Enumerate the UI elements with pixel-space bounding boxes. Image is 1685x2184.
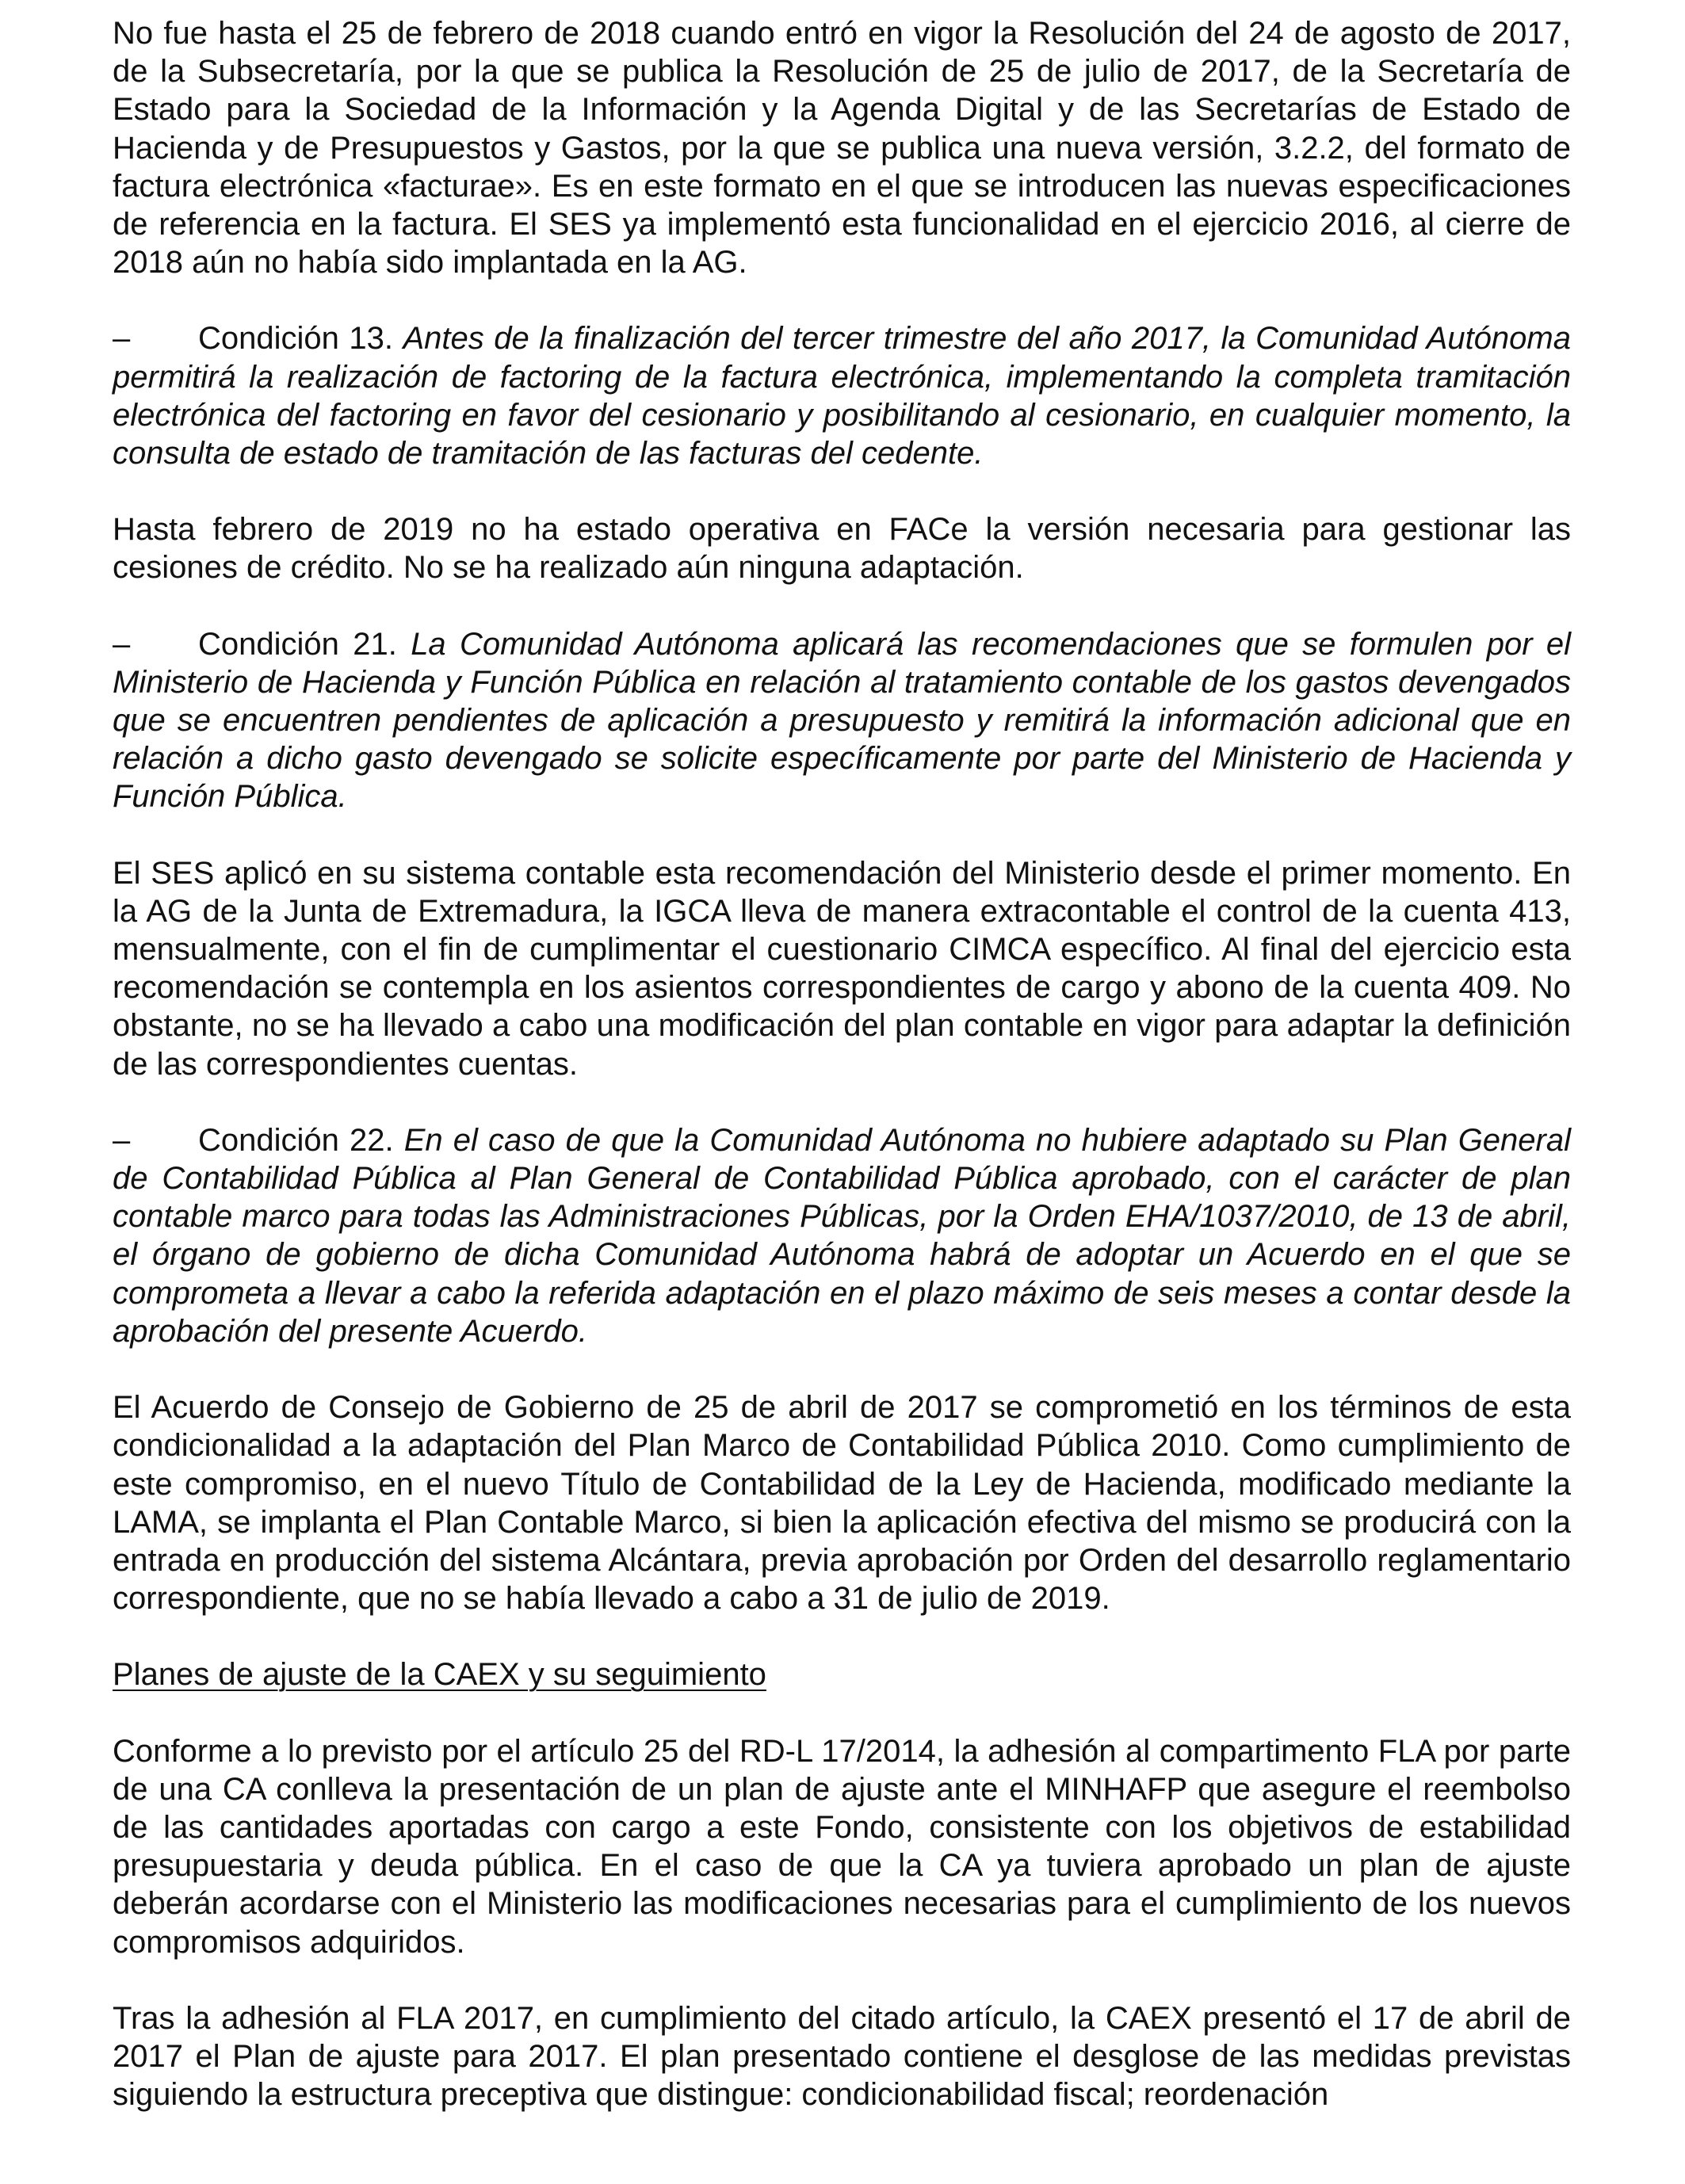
condition-21-text: La Comunidad Autónoma aplicará las recomendaciones que se formulen por el Ministerio de Hacienda y Función Pública en relación al tratamiento contable de los gastos devengados que se encuentren pendientes de aplicación a presupuesto y remitirá la información adicional que en relación a dicho gasto devengado se solicite específicamente por parte del Ministerio de Hacienda y Función Pública. [113, 626, 1572, 815]
condition-22-label: Condición 22. [198, 1122, 394, 1158]
dash-bullet: – [113, 321, 131, 357]
section-heading: Planes de ajuste de la CAEX y su seguimiento [113, 1657, 766, 1693]
dash-bullet: – [113, 626, 131, 662]
paragraph-plan-ajuste: Conforme a lo previsto por el artículo 25 del RD-L 17/2014, la adhesión al compartimento FLA por parte de una CA conlleva la presentación de un plan de ajuste ante el MINHAFP que asegure el reembolso de las cantidades aportadas con cargo a este Fondo, consistente con los objetivos de estabilidad presupuestaria y deuda pública. En el caso de que la CA ya tuviera aprobado un plan de ajuste deberán acordarse con el Ministerio las modificaciones necesarias para el cumplimiento de los nuevos compromisos adquiridos. [113, 1733, 1571, 1960]
paragraph-face: Hasta febrero de 2019 no ha estado operativa en FACe la versión necesaria para gestionar las cesiones de crédito. No se ha realizado aún ninguna adaptación. [113, 512, 1571, 586]
paragraph-acuerdo-consejo: El Acuerdo de Consejo de Gobierno de 25 de abril de 2017 se comprometió en los términos de esta condicionalidad a la adaptación del Plan Marco de Contabilidad Pública 2010. Como cumplimiento de este compromiso, en el nuevo Título de Contabilidad de la Ley de Hacienda, modificado mediante la LAMA, se implanta el Plan Contable Marco, si bien la aplicación efectiva del mismo se producirá con la entrada en producción del sistema Alcántara, previa aprobación por Orden del desarrollo reglamentario correspondiente, que no se había llevado a cabo a 31 de julio de 2019. [113, 1390, 1571, 1617]
condition-13-text: Antes de la finalización del tercer trimestre del año 2017, la Comunidad Autónoma permitirá la realización de factoring de la factura electrónica, implementando la completa tramitación electrónica del factoring en favor del cesionario y posibilitando al cesionario, en cualquier momento, la consulta de estado de tramitación de las facturas del cedente. [113, 321, 1571, 472]
condition-21-label: Condición 21. [198, 626, 397, 662]
dash-bullet: – [113, 1122, 131, 1158]
condition-13 [113, 319, 1571, 472]
paragraph-ses-contable: El SES aplicó en su sistema contable esta recomendación del Ministerio desde el primer momento. En la AG de la Junta de Extremadura, la IGCA lleva de manera extracontable el control de la cuenta 413, mensualmente, con el fin de cumplimentar el cuestionario CIMCA específico. Al final del ejercicio esta recomendación se contempla en los asientos correspondientes de cargo y abono de la cuenta 409. No obstante, no se ha llevado a cabo una modificación del plan contable en vigor para adaptar la definición de las correspondientes cuentas. [113, 855, 1571, 1082]
condition-22 [113, 1121, 1571, 1350]
paragraph-fla-2017: Tras la adhesión al FLA 2017, en cumplimiento del citado artículo, la CAEX presentó el 17 de abril de 2017 el Plan de ajuste para 2017. El plan presentado contiene el desglose de las medidas previstas siguiendo la estructura preceptiva que distingue: condicionabilidad fiscal; reordenación [113, 2000, 1571, 2113]
condition-13-label: Condición 13. [198, 321, 393, 357]
condition-22-text: En el caso de que la Comunidad Autónoma no hubiere adaptado su Plan General de Contabilidad Pública al Plan General de Contabilidad Pública aprobado, con el carácter de plan contable marco para todas las Administraciones Públicas, por la Orden EHA/1037/2010, de 13 de abril, el órgano de gobierno de dicha Comunidad Autónoma habrá de adoptar un Acuerdo en el que se comprometa a llevar a cabo la referida adaptación en el plazo máximo de seis meses a contar desde la aprobación del presente Acuerdo. [113, 1122, 1571, 1349]
document-page [113, 14, 1571, 2113]
condition-21 [113, 625, 1571, 816]
paragraph-facturae: No fue hasta el 25 de febrero de 2018 cuando entró en vigor la Resolución del 24 de agosto de 2017, de la Subsecretaría, por la que se publica la Resolución de 25 de julio de 2017, de la Secretaría de Estado para la Sociedad de la Información y la Agenda Digital y de las Secretarías de Estado de Hacienda y de Presupuestos y Gastos, por la que se publica una nueva versión, 3.2.2, del formato de factura electrónica «facturae». Es en este formato en el que se introducen las nuevas especificaciones de referencia en la factura. El SES ya implementó esta funcionalidad en el ejercicio 2016, al cierre de 2018 aún no había sido implantada en la AG. [113, 16, 1571, 281]
